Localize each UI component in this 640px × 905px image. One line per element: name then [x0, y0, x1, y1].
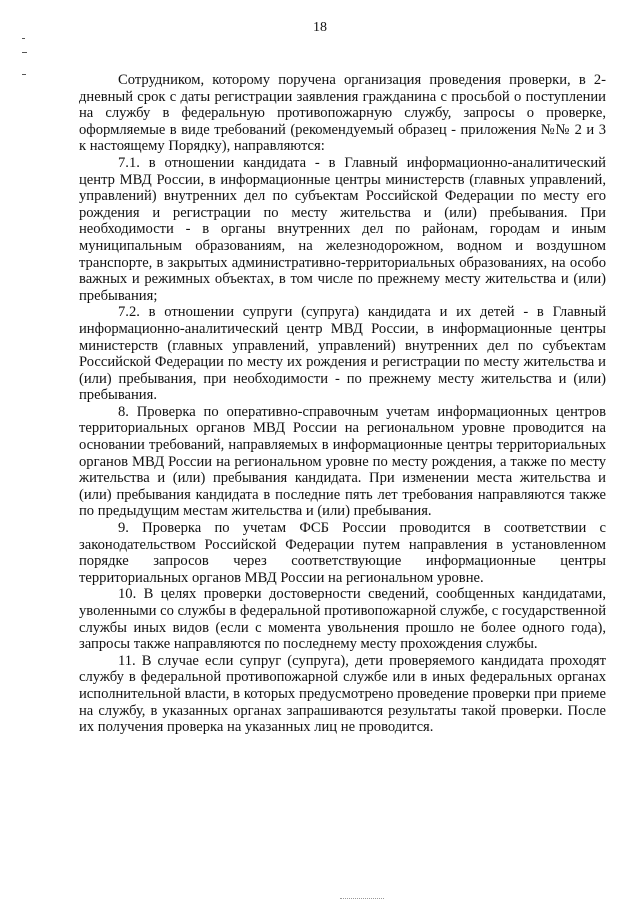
paragraph-10: 10. В целях проверки достоверности сведений, сообщенных кандидатами, уволенными со службы в федеральной противопожарной службе, с государственной службы иных видов (если с момента увольнения прошло не более одного года), запросы также направляются по последнему месту прохождения службы. — [79, 586, 606, 653]
paragraph-9: 9. Проверка по учетам ФСБ России проводится в соответствии с законодательством Российской Федерации путем направления в установленном порядке запросов через соответствующие информационные центры территориальных органов МВД России на региональном уровне. — [79, 520, 606, 586]
document-body — [79, 72, 606, 736]
paragraph-8: 8. Проверка по оперативно-справочным учетам информационных центров территориальных органов МВД России на региональном уровне проводится на основании требований, направляемых в информационные центры территориальных органов МВД России на региональном уровне по месту рождения, а также по месту жительства и (или) пребывания кандидата. При изменении места жительства и (или) пребывания кандидата в последние пять лет требования направляются также по предыдущим местам жительства и (или) пребывания. — [79, 403, 606, 520]
page-number: 18 — [313, 20, 327, 35]
paragraph-7-2: 7.2. в отношении супруги (супруга) кандидата и их детей - в Главный информационно-аналитический центр МВД России, в информационные центры министерств (главных управлений, управлений) внутренних дел по субъектам Российской Федерации по месту их рождения и регистрации по месту жительства и (или) пребывания, при необходимости - по прежнему месту жительства и (или) пребывания. — [79, 304, 606, 404]
paragraph-intro: Сотрудником, которому поручена организация проведения проверки, в 2-дневный срок с даты регистрации заявления гражданина с просьбой о поступлении на службу в федеральную противопожарную службу, запросы о проверке, оформляемые в виде требований (рекомендуемый образец - приложения №№ 2 и 3 к настоящему Порядку), направляются: — [79, 72, 606, 155]
scan-edge-mark — [22, 38, 25, 39]
scan-artifact — [340, 898, 384, 900]
paragraph-11: 11. В случае если супруг (супруга), дети проверяемого кандидата проходят службу в федеральной противопожарной службе или в иных федеральных органах исполнительной власти, в которых предусмотрено проведение проверки при приеме на службу, в указанных органах запрашиваются результаты такой проверки. После их получения проверка на указанных лиц не проводится. — [79, 652, 606, 736]
paragraph-7-1: 7.1. в отношении кандидата - в Главный информационно-аналитический центр МВД России, в информационные центры министерств (главных управлений, управлений) внутренних дел по субъектам Российской Федерации по месту его рождения и регистрации по месту жительства и (или) пребывания. При необходимости - в органы внутренних дел по районам, городам и иным муниципальным образованиям, на железнодорожном, водном и воздушном транспорте, в закрытых административно-территориальных образованиях, на особо важных и режимных объектах, в том числе по прежнему месту жительства и (или) пребывания; — [79, 154, 606, 304]
scan-edge-mark — [22, 74, 26, 75]
scan-edge-mark — [22, 52, 27, 53]
